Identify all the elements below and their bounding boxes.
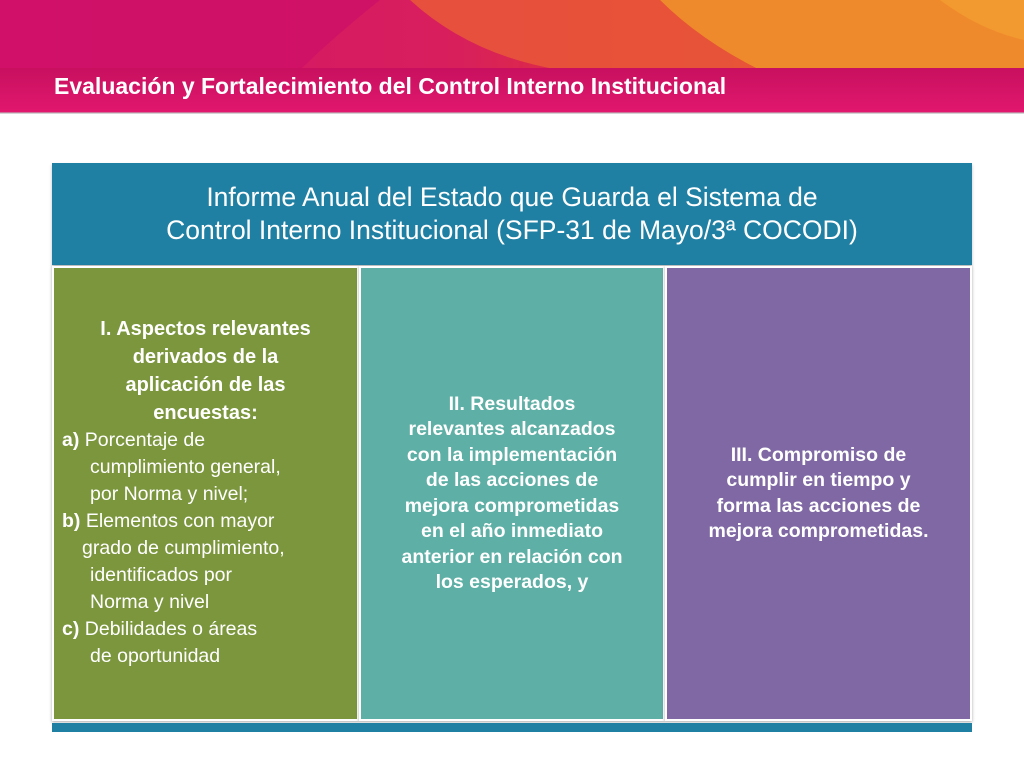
text-line: II. Resultados — [448, 392, 576, 415]
list-item-line — [54, 427, 357, 454]
column-compromiso — [665, 266, 972, 721]
text-line: mejora comprometidas. — [708, 520, 929, 542]
column-aspectos-heading — [54, 315, 357, 427]
report-header-line2: Control Interno Institucional (SFP-31 de Mayo/3ª COCODI) — [166, 215, 858, 245]
list-item-line — [54, 508, 357, 535]
title-banner — [0, 0, 1024, 118]
column-aspectos — [52, 266, 359, 721]
heading-line: derivados de la — [132, 346, 279, 368]
report-header-box — [52, 163, 972, 265]
text-line: forma las acciones de — [716, 494, 921, 517]
list-item-line: grado de cumplimiento, — [82, 537, 285, 559]
report-header-text — [166, 181, 858, 247]
list-item-line: por Norma y nivel; — [90, 483, 249, 505]
content-diagram — [52, 163, 972, 733]
list-item-line: Norma y nivel — [90, 591, 210, 613]
text-line: con la implementación — [406, 443, 618, 466]
text-line: en el año inmediato — [420, 520, 604, 542]
list-item-c — [54, 616, 357, 670]
report-header-line1: Informe Anual del Estado que Guarda el Sistema de — [206, 182, 818, 212]
column-compromiso-text — [703, 443, 935, 545]
list-item-text: Debilidades o áreas — [84, 618, 258, 640]
text-line: de las acciones de — [425, 469, 599, 491]
text-line: relevantes alcanzados — [408, 418, 616, 440]
heading-line: I. Aspectos relevantes — [100, 318, 311, 340]
column-resultados-text — [395, 392, 628, 596]
list-item-line: de oportunidad — [90, 645, 221, 667]
base-bar — [52, 723, 972, 732]
column-resultados — [359, 266, 665, 721]
list-marker: b) — [62, 510, 81, 532]
slide-title: Evaluación y Fortalecimiento del Control Interno Institucional — [54, 73, 727, 99]
heading-line: encuestas: — [153, 402, 258, 424]
text-line: los esperados, y — [435, 571, 589, 593]
list-item-text: Elementos con mayor — [85, 510, 275, 532]
list-marker: a) — [62, 429, 80, 451]
text-line: anterior en relación con — [401, 545, 623, 568]
list-item-a — [54, 427, 357, 508]
list-item-b — [54, 508, 357, 616]
list-marker: c) — [62, 618, 80, 640]
list-item-line — [54, 616, 357, 643]
text-line: cumplir en tiempo y — [726, 469, 911, 491]
text-line: mejora comprometidas — [404, 494, 620, 517]
list-item-line: identificados por — [90, 564, 233, 586]
banner-graphic — [0, 0, 1024, 118]
text-line: III. Compromiso de — [730, 443, 907, 466]
list-item-text: Porcentaje de — [84, 429, 206, 451]
list-item-line: cumplimiento general, — [90, 456, 281, 478]
heading-line: aplicación de las — [125, 374, 286, 396]
